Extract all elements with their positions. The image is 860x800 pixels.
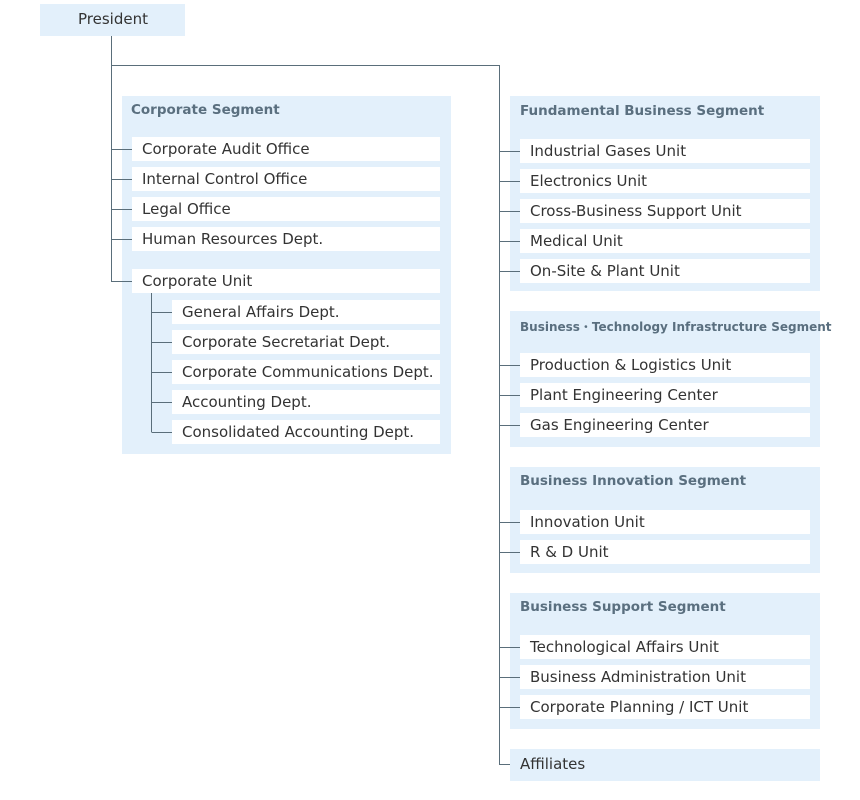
plant-engineering-center: Plant Engineering Center [520, 383, 810, 407]
human-resources-dept: Human Resources Dept. [132, 227, 440, 251]
production-logistics-unit: Production & Logistics Unit [520, 353, 810, 377]
rd-unit: R & D Unit [520, 540, 810, 564]
legal-office: Legal Office [132, 197, 440, 221]
business-administration-unit: Business Administration Unit [520, 665, 810, 689]
medical-unit: Medical Unit [520, 229, 810, 253]
innovation-segment-title: Business Innovation Segment [520, 473, 747, 489]
industrial-gases-unit: Industrial Gases Unit [520, 139, 810, 163]
general-affairs-dept: General Affairs Dept. [172, 300, 440, 324]
support-segment-title: Business Support Segment [520, 599, 726, 615]
corporate-segment-title: Corporate Segment [131, 102, 280, 118]
fundamental-business-segment-title: Fundamental Business Segment [520, 103, 765, 119]
gas-engineering-center: Gas Engineering Center [520, 413, 810, 437]
corporate-unit: Corporate Unit [132, 269, 440, 293]
corporate-audit-office: Corporate Audit Office [132, 137, 440, 161]
infrastructure-segment-title: Business・Technology Infrastructure Segment [520, 320, 832, 334]
on-site-plant-unit: On-Site & Plant Unit [520, 259, 810, 283]
corporate-secretariat-dept: Corporate Secretariat Dept. [172, 330, 440, 354]
technological-affairs-unit: Technological Affairs Unit [520, 635, 810, 659]
president-node: President [40, 4, 185, 36]
consolidated-accounting-dept: Consolidated Accounting Dept. [172, 420, 440, 444]
corporate-planning-ict-unit: Corporate Planning / ICT Unit [520, 695, 810, 719]
innovation-unit: Innovation Unit [520, 510, 810, 534]
accounting-dept: Accounting Dept. [172, 390, 440, 414]
cross-business-support-unit: Cross-Business Support Unit [520, 199, 810, 223]
electronics-unit: Electronics Unit [520, 169, 810, 193]
internal-control-office: Internal Control Office [132, 167, 440, 191]
affiliates-node: Affiliates [510, 749, 820, 781]
corporate-communications-dept: Corporate Communications Dept. [172, 360, 440, 384]
